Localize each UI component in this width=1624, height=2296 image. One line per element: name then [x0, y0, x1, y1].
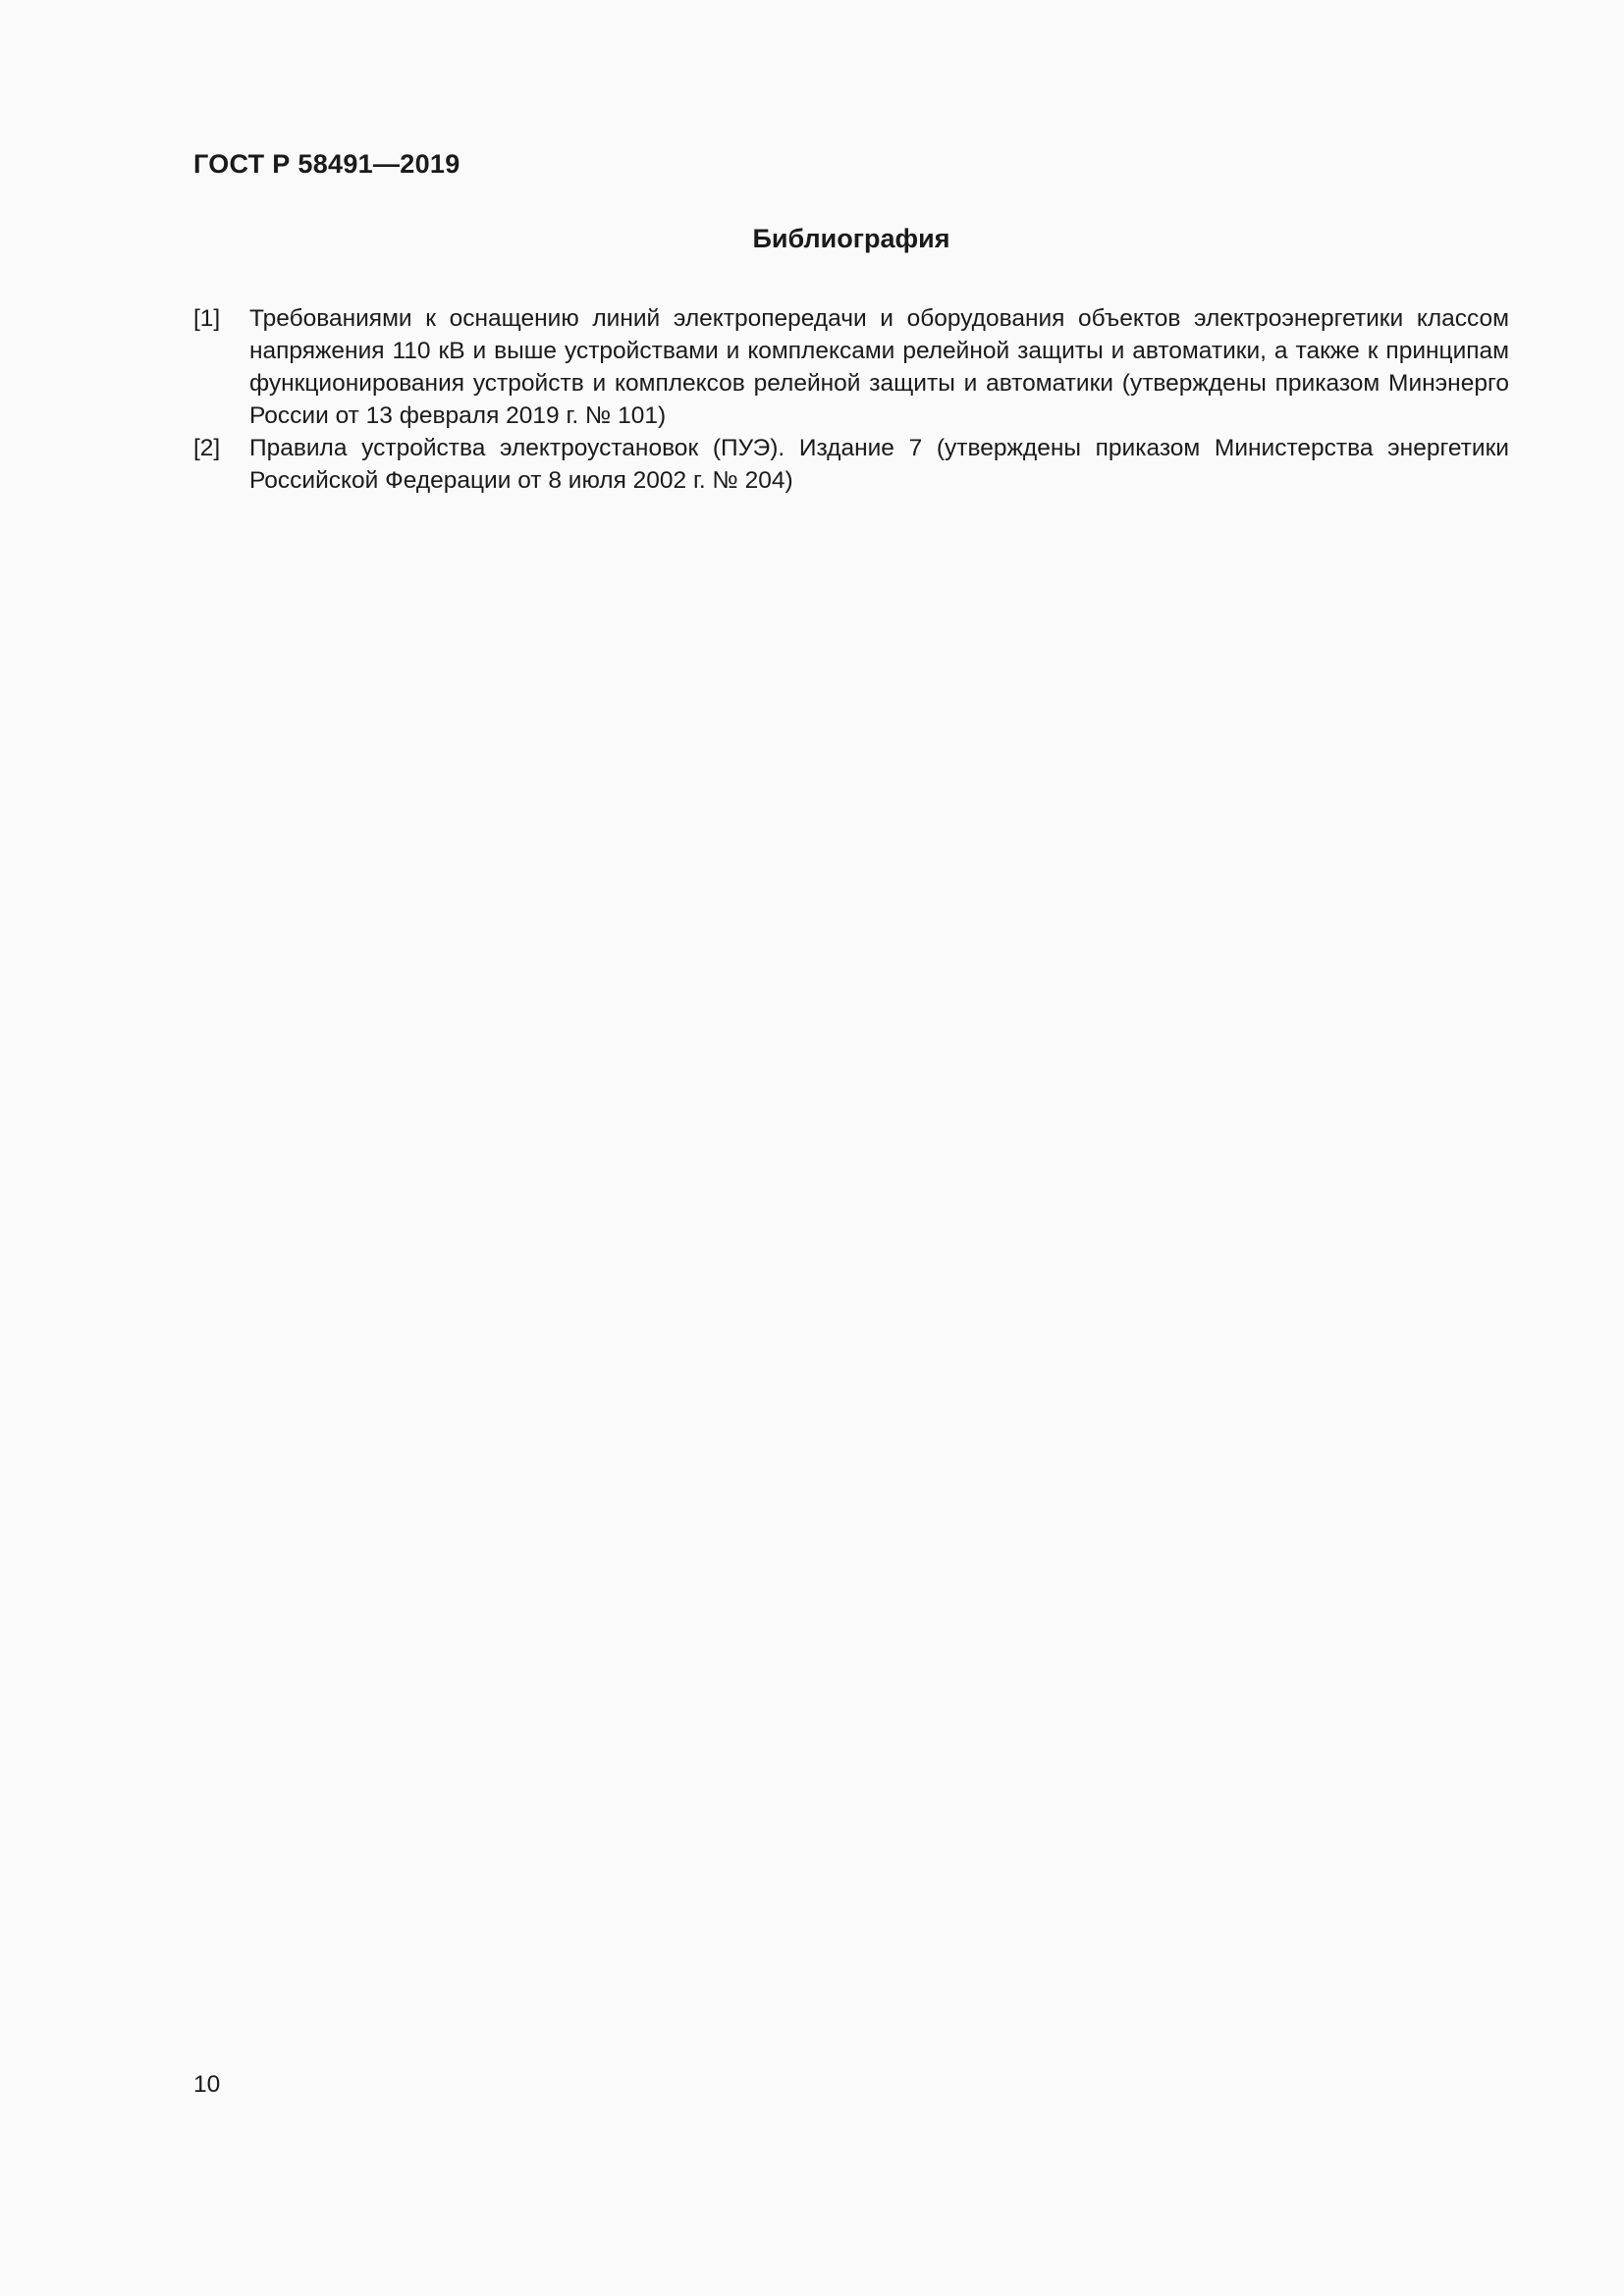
bibliography-entry-text: Правила устройства электроустановок (ПУЭ). Издание 7 (утверждены приказом Министерства энергетики Российской Федерации от 8 июля 2002 г. № 204): [249, 435, 1509, 494]
page-number: 10: [193, 2071, 221, 2098]
bibliography-entry-number: [1]: [193, 305, 221, 332]
bibliography-entry-number: [2]: [193, 435, 221, 461]
bibliography-entry: [193, 302, 1509, 432]
bibliography-entry-text: Требованиями к оснащению линий электропередачи и оборудования объектов электроэнергетики классом напряжения 110 кВ и выше устройствами и комплексами релейной защиты и автоматики, а также к принципам функционирования устройств и комплексов релейной защиты и автоматики (утверждены приказом Минэнерго России от 13 февраля 2019 г. № 101): [249, 305, 1509, 429]
document-standard-id: ГОСТ Р 58491—2019: [193, 149, 460, 179]
bibliography-entry: [193, 432, 1509, 497]
bibliography-list: [193, 302, 1509, 497]
section-title: Библиография: [752, 224, 950, 253]
